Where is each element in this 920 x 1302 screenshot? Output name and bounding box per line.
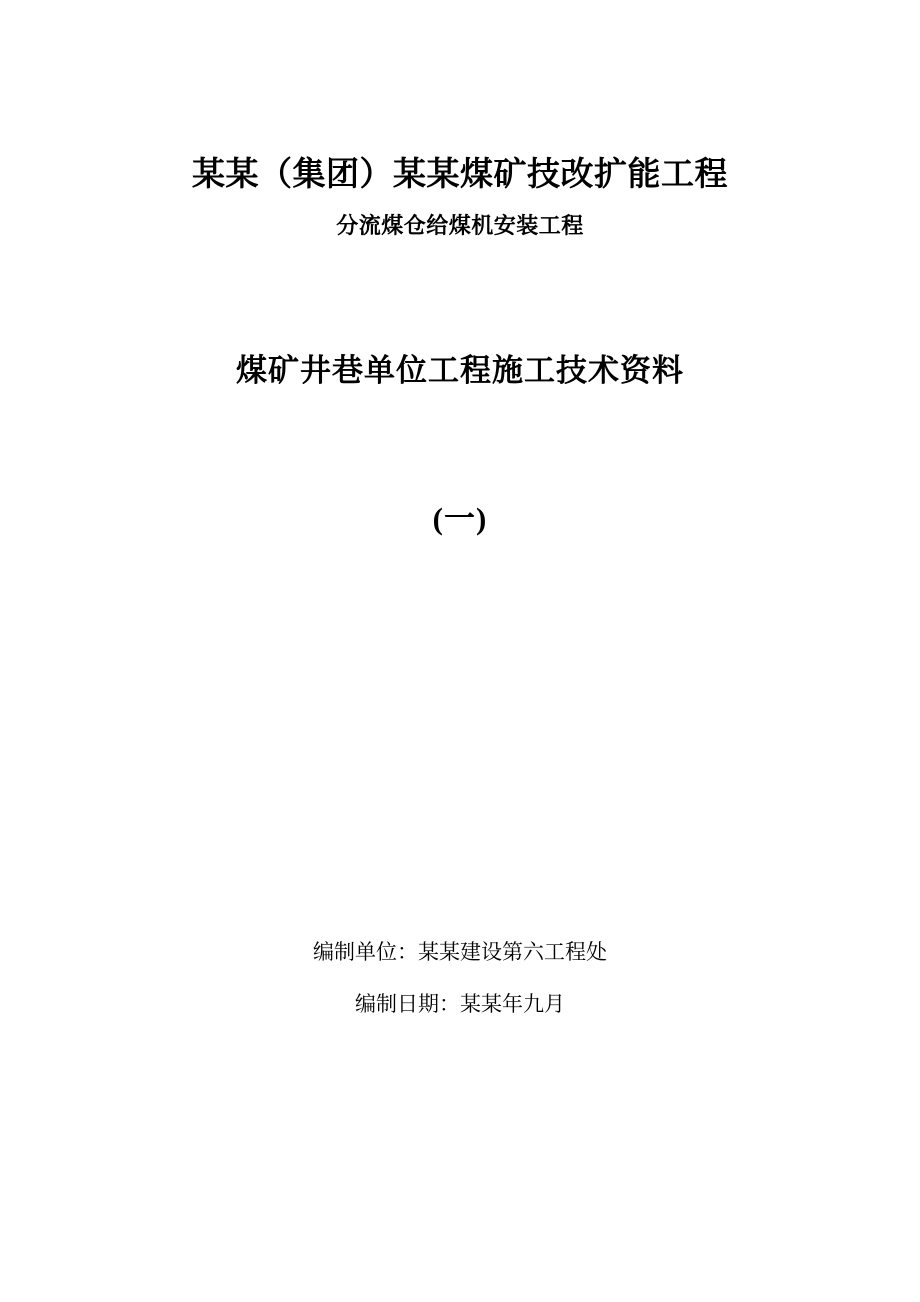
document-title: 煤矿井巷单位工程施工技术资料 [236,353,684,388]
compiling-unit-row [0,936,920,966]
compiling-date-row [0,988,920,1018]
project-subtitle: 分流煤仓给煤机安装工程 [336,213,584,238]
project-title: 某某（集团）某某煤矿技改扩能工程 [192,157,728,193]
compiling-unit-label: 编制单位： [313,940,418,964]
volume-label: (一) [432,501,488,536]
compiling-date-value: 某某年九月 [460,992,565,1016]
compiling-date-label: 编制日期： [355,992,460,1016]
compiling-unit-value: 某某建设第六工程处 [418,940,607,964]
